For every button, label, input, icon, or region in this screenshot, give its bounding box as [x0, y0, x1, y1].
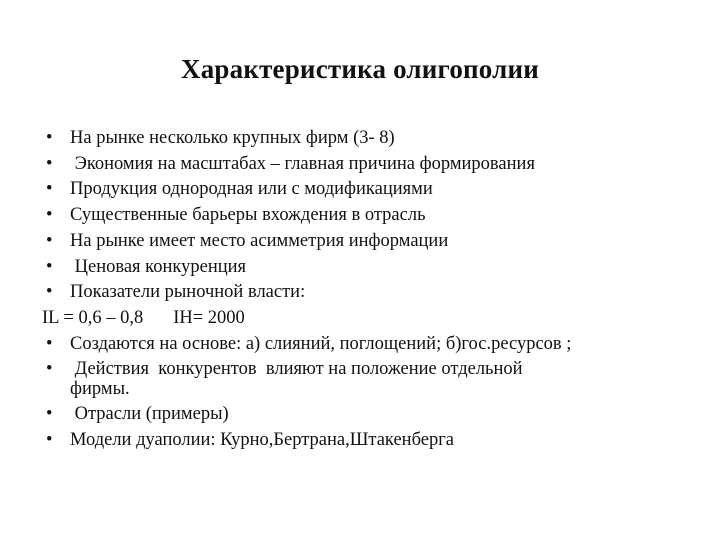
- list-item-continuation: фирмы.: [70, 379, 130, 400]
- list-item-text: Существенные барьеры вхождения в отрасль: [70, 205, 426, 226]
- lerner-index: IL = 0,6 – 0,8: [42, 307, 144, 328]
- list-item: [46, 229, 706, 255]
- bullet-icon: •: [46, 256, 53, 277]
- list-item-text: Ценовая конкуренция: [70, 256, 247, 277]
- bullet-icon: •: [46, 429, 53, 450]
- slide-content: [42, 126, 706, 453]
- list-item: [46, 428, 706, 454]
- bullet-icon: •: [46, 153, 53, 174]
- bullet-icon: •: [46, 359, 53, 380]
- list-item-text: Экономия на масштабах – главная причина формирования: [70, 153, 535, 174]
- list-item: [46, 126, 706, 152]
- list-item: [46, 332, 706, 358]
- list-item: [46, 203, 706, 229]
- list-item: [46, 255, 706, 281]
- herfindahl-index: IH= 2000: [173, 307, 245, 328]
- bullet-icon: •: [46, 179, 53, 200]
- bullet-icon: •: [46, 230, 53, 251]
- bullet-icon: •: [46, 404, 53, 425]
- list-item-text: На рынке имеет место асимметрия информации: [70, 230, 449, 251]
- list-item: [46, 280, 706, 306]
- bullet-icon: •: [46, 128, 53, 148]
- list-item-text: Создаются на основе: а) слияний, поглощений; б)гос.ресурсов ;: [70, 333, 572, 354]
- list-item: [46, 177, 706, 203]
- list-item-text: Модели дуаполии: Курно,Бертрана,Штакенберга: [70, 429, 455, 450]
- list-item-text: Действия конкурентов влияют на положение отдельной: [70, 359, 523, 380]
- list-item-text: На рынке несколько крупных фирм (3- 8): [70, 128, 395, 148]
- list-item: [46, 402, 706, 428]
- list-item: [46, 357, 706, 399]
- bullet-icon: •: [46, 282, 53, 303]
- list-item-text: Показатели рыночной власти:: [70, 282, 306, 303]
- bullet-icon: •: [46, 333, 53, 354]
- bullet-icon: •: [46, 205, 53, 226]
- slide-title: Характеристика олигополии: [181, 54, 539, 84]
- list-item: [46, 152, 706, 178]
- list-item-text: Продукция однородная или с модификациями: [70, 179, 433, 200]
- list-item-text: Отрасли (примеры): [70, 404, 229, 425]
- market-power-indices: [42, 306, 706, 332]
